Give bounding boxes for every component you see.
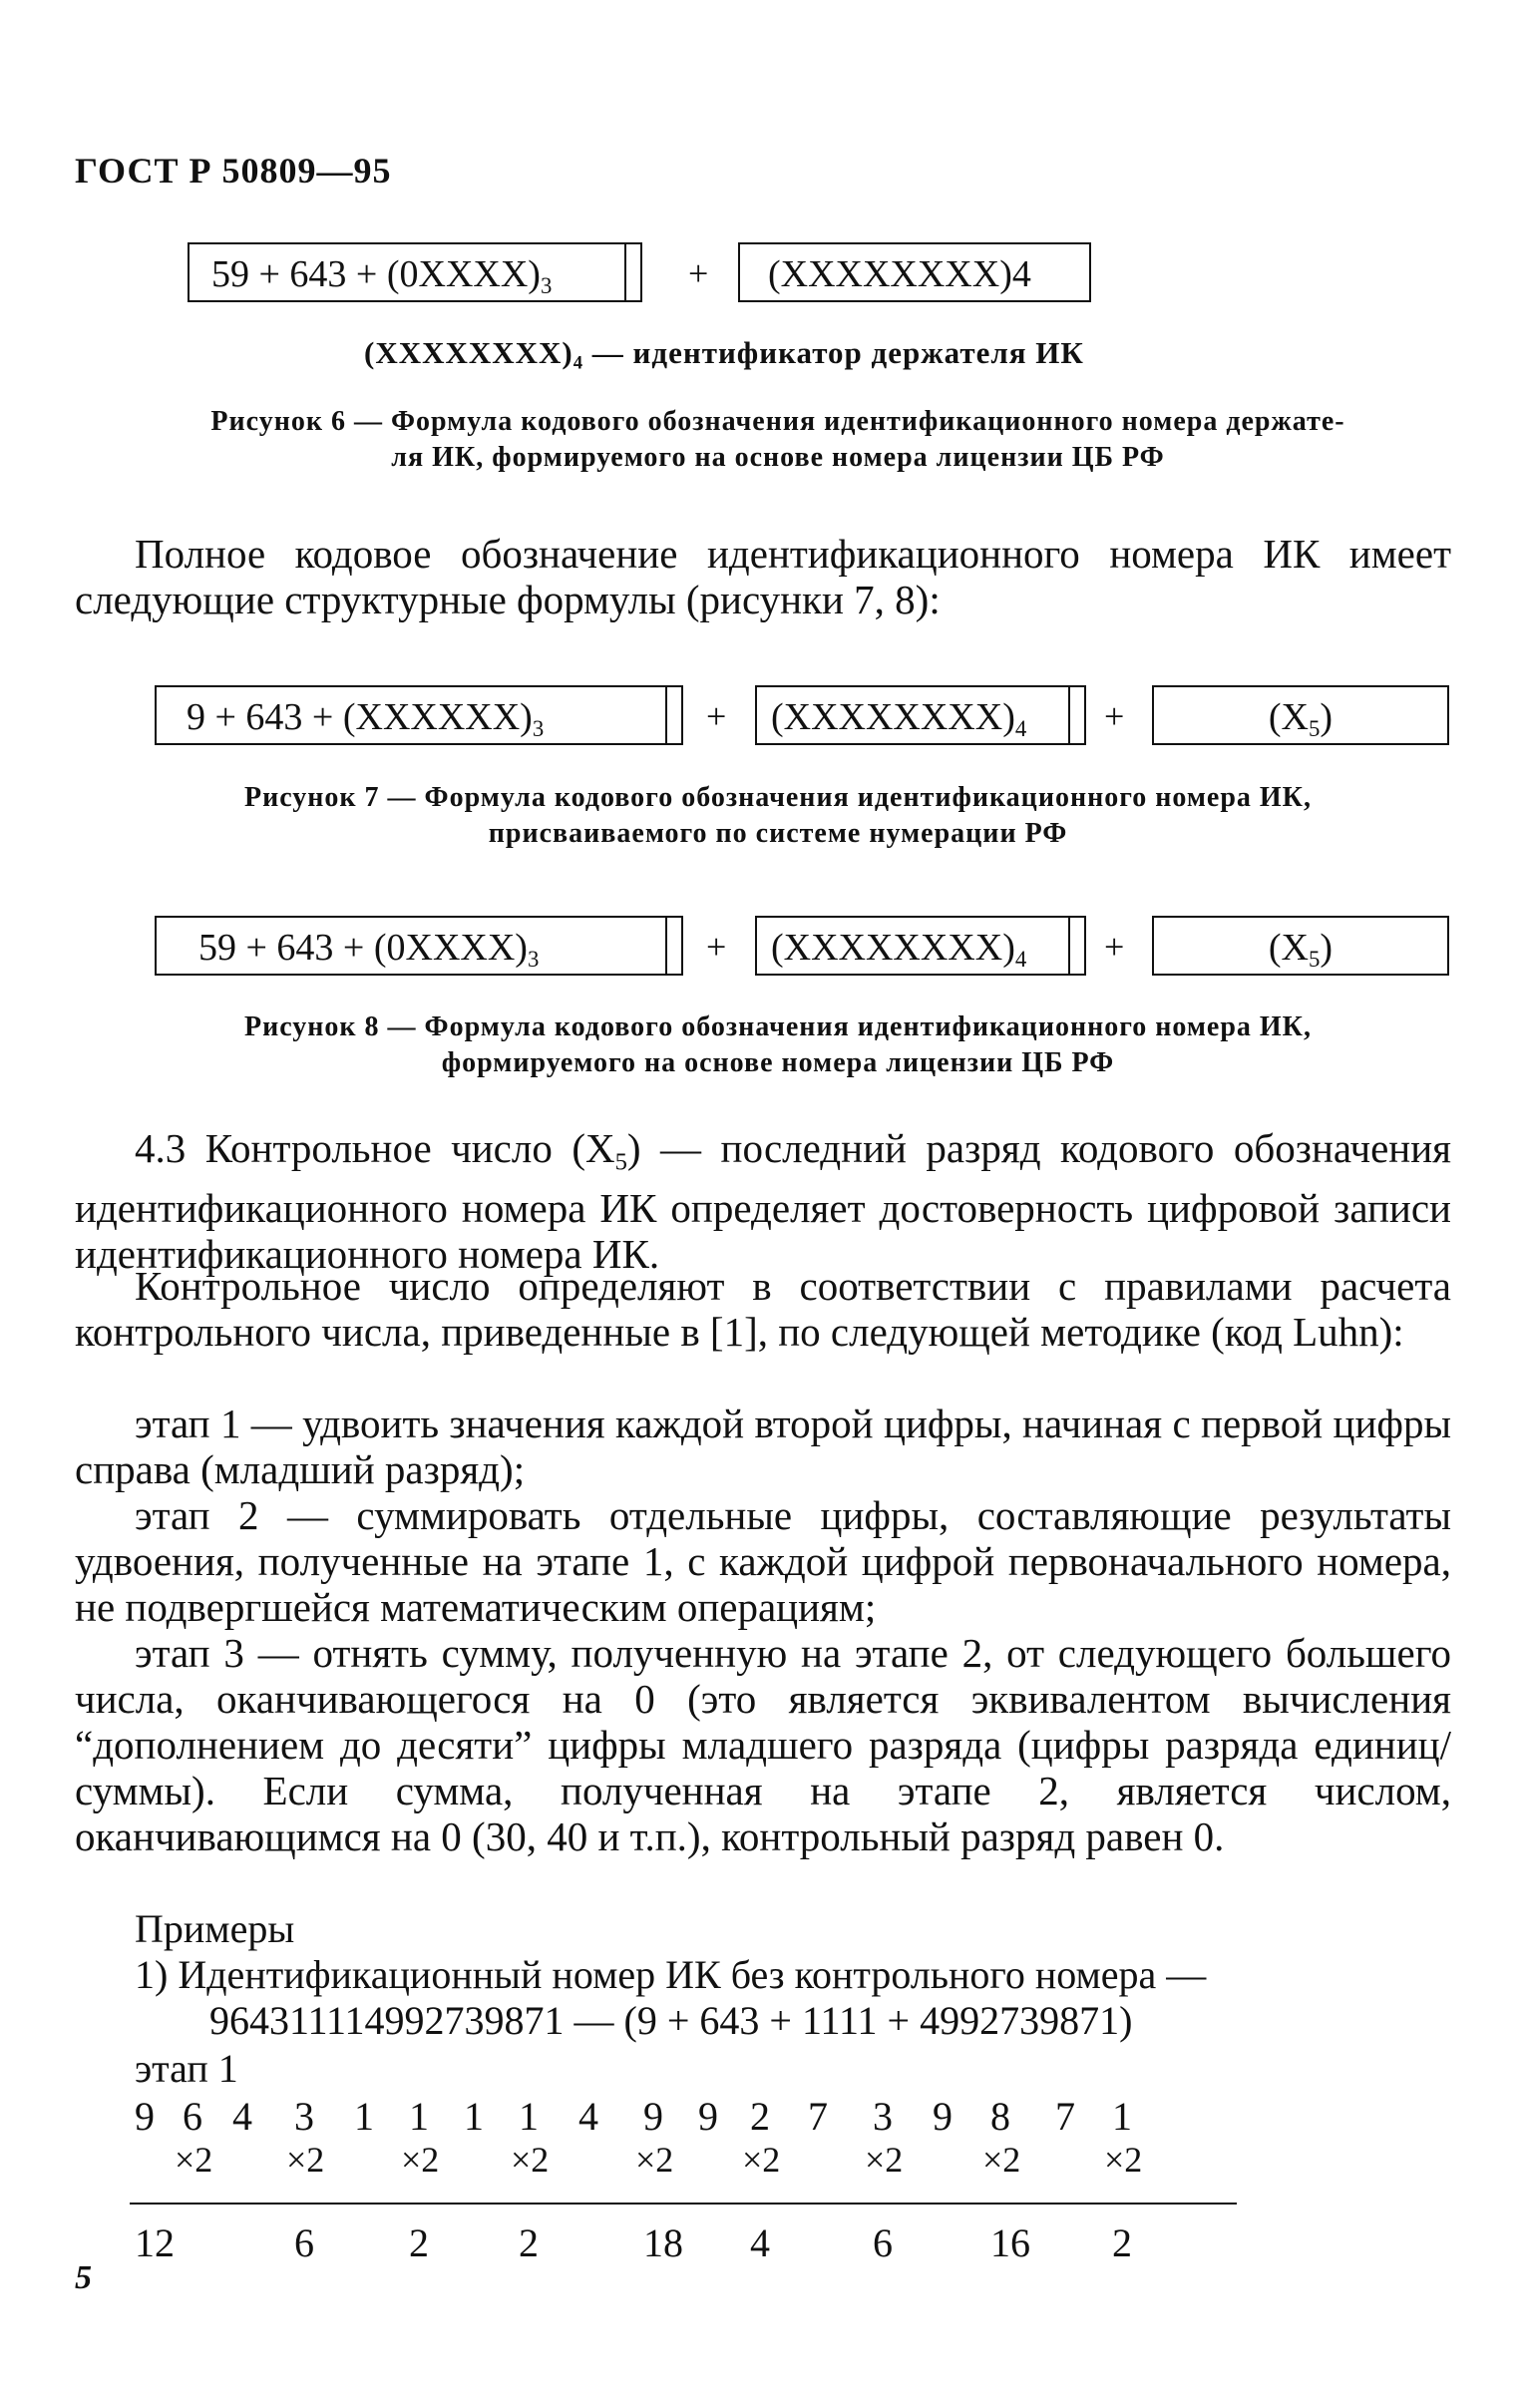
fig7-box2-sub: 4 [1014, 715, 1027, 741]
fig7-caption [110, 780, 1446, 853]
fig7-plus-1: + [706, 696, 727, 736]
result-cell: 2 [409, 2220, 429, 2265]
result-cell: 4 [750, 2220, 770, 2265]
section-4-3-text-a: 4.3 Контрольное число (X [135, 1125, 615, 1171]
fig6-box1-text: 59 + 643 + (0XXXX) [211, 253, 541, 295]
multiplier-cell: ×2 [742, 2140, 781, 2180]
stage-1-label: этап 1 [135, 2046, 238, 2091]
step-2-paragraph [75, 1492, 1451, 1630]
result-cell: 2 [519, 2220, 539, 2265]
fig7-box2-text: (XXXXXXXX) [771, 696, 1015, 738]
section-4-3-text-b: ) — последний разряд кодового обозначения идентификационного номера ИК определяет достоверность цифровой записи идентификационного номера ИК. [75, 1125, 1452, 1278]
fig6-plus: + [688, 253, 709, 293]
fig8-box1-text: 59 + 643 + (0XXXX) [198, 927, 528, 969]
fig7-box3-end: ) [1320, 696, 1334, 738]
fig8-formula-box-3 [1152, 916, 1449, 976]
sum-divider-line [130, 2203, 1237, 2205]
fig7-formula-box-2 [755, 685, 1086, 745]
fig8-box3-text: (X [1268, 927, 1310, 969]
fig8-box3-sub: 5 [1309, 946, 1321, 972]
step-3-paragraph [75, 1630, 1451, 1859]
fig6-caption [110, 404, 1446, 477]
example-1-line-2: 964311114992739871 — (9 + 643 + 1111 + 4992739871) [209, 1998, 1133, 2043]
digit-cell: 4 [578, 2094, 598, 2139]
digit-cell: 1 [519, 2094, 539, 2139]
fig8-formula-box-1 [155, 916, 683, 976]
section-4-3-sub: 5 [614, 1148, 627, 1176]
step-3-text: этап 3 — отнять сумму, полученную на этапе 2, от следующего большего числа, оканчивающегося на 0 (это является эквивалентом вычисления “дополнением до десяти” цифры младшего разряда (цифры разряда единиц/суммы). Если сумма, полученная на этапе 2, является числом, оканчивающимся на 0 (30, 40 и т.п.), контрольный разряд равен 0. [75, 1630, 1451, 1859]
fig8-caption-line-1: Рисунок 8 — Формула кодового обозначения идентификационного номера ИК, [243, 1011, 1312, 1042]
digit-cell: 1 [354, 2094, 374, 2139]
digit-cell: 9 [698, 2094, 718, 2139]
section-4-3-paragraph [75, 1125, 1451, 1277]
fig6-caption-line-1: Рисунок 6 — Формула кодового обозначения идентификационного номера держате- [210, 406, 1345, 437]
document-header: ГОСТ Р 50809—95 [75, 151, 392, 191]
fig8-box1-sub: 3 [527, 946, 540, 972]
fig7-box1-bar [665, 685, 683, 745]
fig8-caption-line-2: формируемого на основе номера лицензии ЦБ РФ [441, 1047, 1115, 1079]
control-number-text: Контрольное число определяют в соответствии с правилами расчета контрольного числа, приведенные в [1], по следующей методике (код Luhn): [75, 1263, 1451, 1355]
fig8-formula-box-2 [755, 916, 1086, 976]
step-1-text: этап 1 — удвоить значения каждой второй цифры, начиная с первой цифры справа (младший разряд); [75, 1401, 1451, 1492]
digit-cell: 8 [990, 2094, 1010, 2139]
fig8-plus-1: + [706, 927, 727, 967]
fig8-box2-sub: 4 [1014, 946, 1027, 972]
step-1-paragraph [75, 1401, 1451, 1492]
example-1-line-1: 1) Идентификационный номер ИК без контрольного номера — [135, 1952, 1207, 1997]
digit-cell: 9 [643, 2094, 663, 2139]
digit-cell: 7 [808, 2094, 828, 2139]
result-cell: 12 [135, 2220, 175, 2265]
multiplier-cell: ×2 [511, 2140, 550, 2180]
multiplier-cell: ×2 [982, 2140, 1021, 2180]
multiplier-cell: ×2 [865, 2140, 904, 2180]
digit-cell: 3 [294, 2094, 314, 2139]
fig7-formula-box-1 [155, 685, 683, 745]
digit-cell: 1 [409, 2094, 429, 2139]
result-cell: 6 [294, 2220, 314, 2265]
multiplier-cell: ×2 [286, 2140, 325, 2180]
fig8-box1-bar [665, 916, 683, 976]
result-cell: 6 [873, 2220, 893, 2265]
multiplier-cell: ×2 [401, 2140, 440, 2180]
fig8-caption [110, 1009, 1446, 1082]
fig6-legend-rest: — идентификатор держателя ИК [583, 335, 1084, 370]
multiplier-cell: ×2 [175, 2140, 213, 2180]
step-2-text: этап 2 — суммировать отдельные цифры, составляющие результаты удвоения, полученные на этапе 1, с каждой цифрой первоначального номера, не подвергшейся математическим операциям; [75, 1492, 1451, 1630]
digit-cell: 9 [135, 2094, 155, 2139]
fig6-legend [364, 335, 1084, 375]
examples-title: Примеры [135, 1906, 295, 1951]
fig6-formula-box-1 [188, 242, 642, 302]
fig8-plus-2: + [1104, 927, 1125, 967]
digit-cell: 1 [464, 2094, 484, 2139]
fig8-box2-text: (XXXXXXXX) [771, 927, 1015, 969]
digit-cell: 7 [1055, 2094, 1075, 2139]
fig7-box1-sub: 3 [532, 715, 545, 741]
fig7-box3-sub: 5 [1309, 715, 1321, 741]
fig7-caption-line-1: Рисунок 7 — Формула кодового обозначения идентификационного номера ИК, [243, 782, 1312, 813]
fig6-legend-main: (XXXXXXXX) [364, 335, 573, 370]
fig8-box2-bar [1068, 916, 1086, 976]
result-cell: 16 [990, 2220, 1030, 2265]
control-number-paragraph [75, 1263, 1451, 1355]
digit-cell: 2 [750, 2094, 770, 2139]
fig6-formula-box-2 [738, 242, 1091, 302]
result-cell: 2 [1112, 2220, 1132, 2265]
intro-paragraph [75, 531, 1451, 622]
fig7-plus-2: + [1104, 696, 1125, 736]
intro-paragraph-text: Полное кодовое обозначение идентификационного номера ИК имеет следующие структурные формулы (рисунки 7, 8): [75, 531, 1451, 622]
fig7-box1-text: 9 + 643 + (XXXXXX) [187, 696, 533, 738]
digit-cell: 3 [873, 2094, 893, 2139]
fig6-box2-text: (XXXXXXXX)4 [768, 253, 1031, 295]
fig8-box3-end: ) [1320, 927, 1334, 969]
digit-cell: 6 [183, 2094, 202, 2139]
multiplier-cell: ×2 [1104, 2140, 1143, 2180]
page-number: 5 [75, 2259, 92, 2296]
result-cell: 18 [643, 2220, 683, 2265]
fig7-box3-text: (X [1268, 696, 1310, 738]
multiplier-cell: ×2 [635, 2140, 674, 2180]
fig6-box1-bar [624, 242, 642, 302]
fig7-box2-bar [1068, 685, 1086, 745]
fig6-box1-sub: 3 [540, 272, 553, 298]
digit-cell: 1 [1112, 2094, 1132, 2139]
fig7-caption-line-2: присваиваемого по системе нумерации РФ [488, 818, 1068, 850]
digit-cell: 4 [232, 2094, 252, 2139]
fig6-caption-line-2: ля ИК, формируемого на основе номера лицензии ЦБ РФ [391, 442, 1165, 474]
fig6-legend-sub: 4 [573, 352, 584, 374]
fig7-formula-box-3 [1152, 685, 1449, 745]
digit-cell: 9 [933, 2094, 953, 2139]
